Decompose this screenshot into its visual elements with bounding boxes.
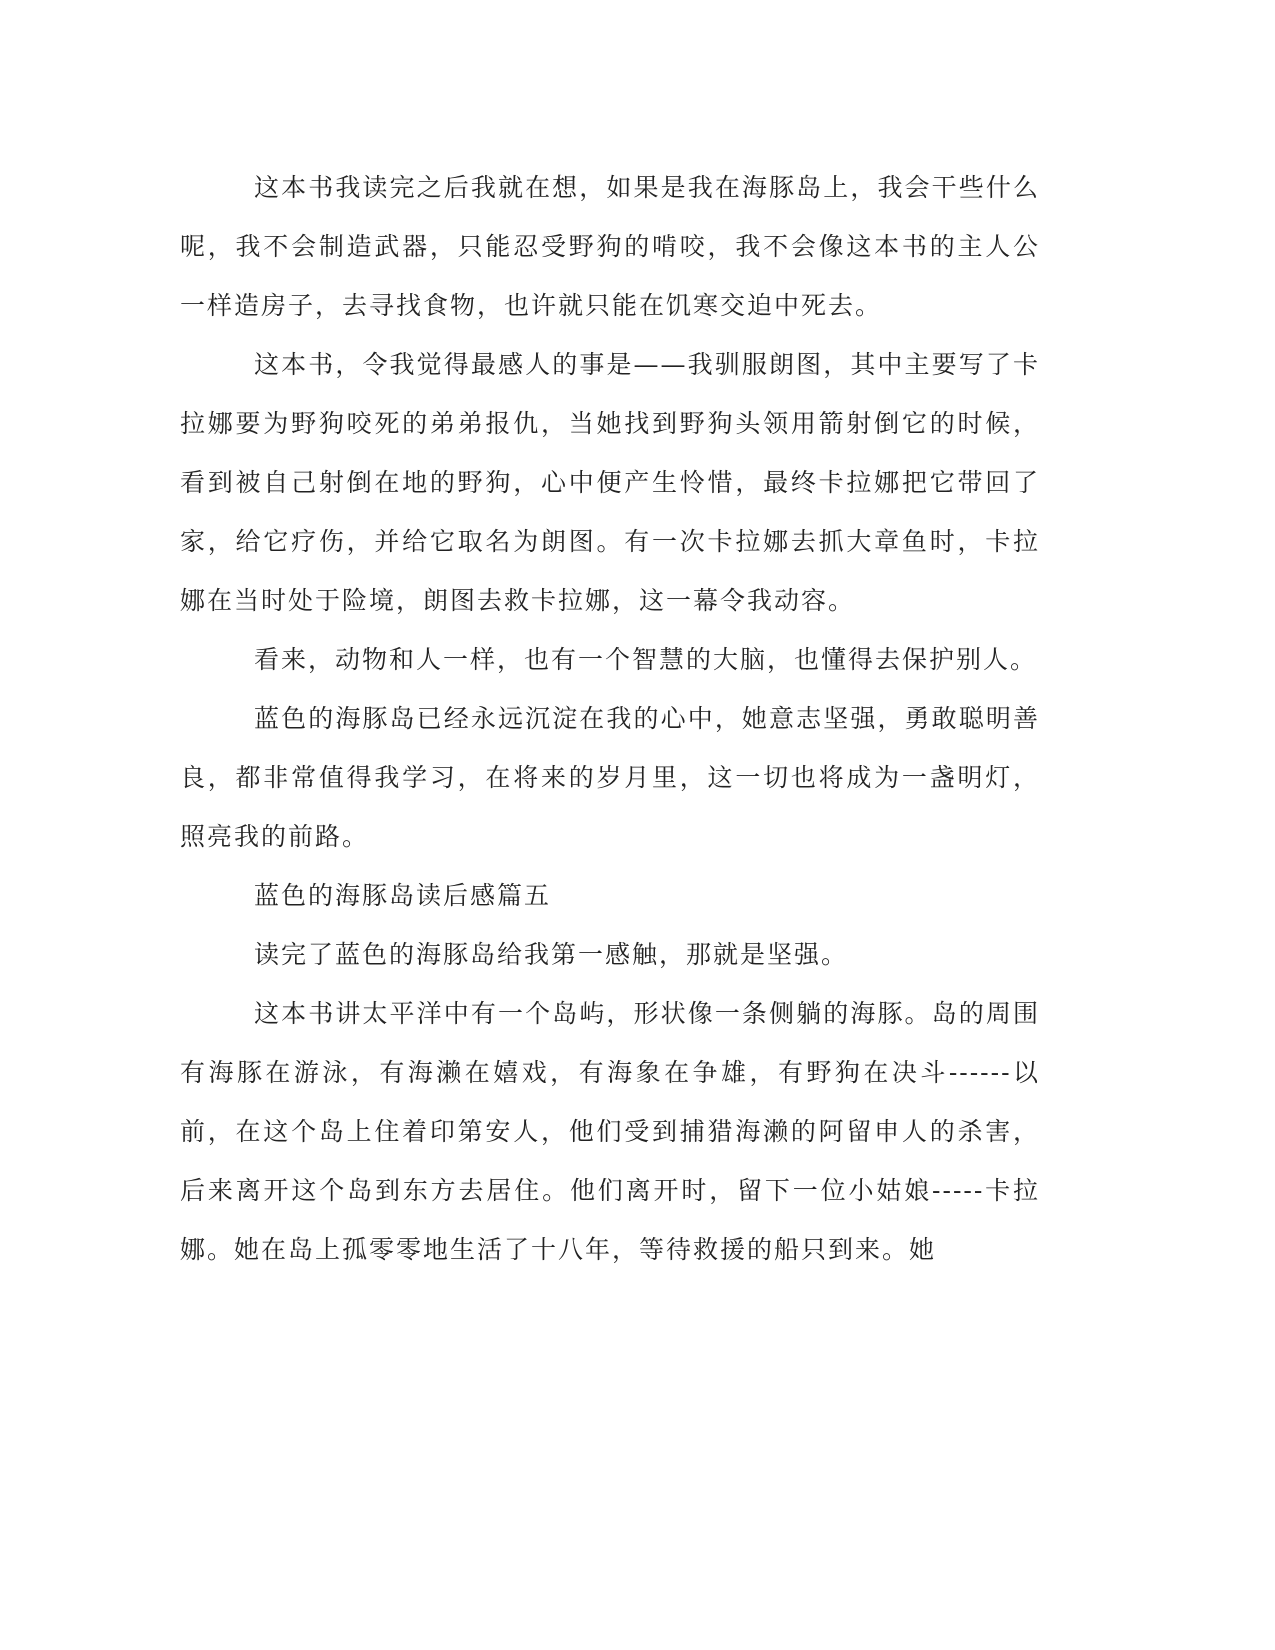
- paragraph-first-impression: 读完了蓝色的海豚岛给我第一感触，那就是坚强。: [254, 940, 849, 969]
- document-body: [180, 158, 1040, 1279]
- section-heading: 蓝色的海豚岛读后感篇五: [254, 881, 552, 910]
- paragraph-story-summary: 这本书讲太平洋中有一个岛屿，形状像一条侧躺的海豚。岛的周围有海豚在游泳，有海濑在嬉戏，有海象在争雄，有野狗在决斗------以前，在这个岛上住着印第安人，他们受到捕猎海濑的阿留申人的杀害，后来离开这个岛到东方去居住。他们离开时，留下一位小姑娘-----卡拉娜。她在岛上孤零零地生活了十八年，等待救援的船只到来。她: [180, 999, 1040, 1264]
- paragraph-animals: 看来，动物和人一样，也有一个智慧的大脑，也懂得去保护别人。: [254, 645, 1038, 674]
- paragraph-conclusion: 蓝色的海豚岛已经永远沉淀在我的心中，她意志坚强，勇敢聪明善良，都非常值得我学习，在将来的岁月里，这一切也将成为一盏明灯，照亮我的前路。: [180, 704, 1040, 851]
- paragraph-taming-rontu: 这本书，令我觉得最感人的事是——我驯服朗图，其中主要写了卡拉娜要为野狗咬死的弟弟报仇，当她找到野狗头领用箭射倒它的时候，看到被自己射倒在地的野狗，心中便产生怜惜，最终卡拉娜把它带回了家，给它疗伤，并给它取名为朗图。有一次卡拉娜去抓大章鱼时，卡拉娜在当时处于险境，朗图去救卡拉娜，这一幕令我动容。: [180, 350, 1040, 615]
- paragraph-reflection: 这本书我读完之后我就在想，如果是我在海豚岛上，我会干些什么呢，我不会制造武器，只能忍受野狗的啃咬，我不会像这本书的主人公一样造房子，去寻找食物，也许就只能在饥寒交迫中死去。: [180, 173, 1040, 320]
